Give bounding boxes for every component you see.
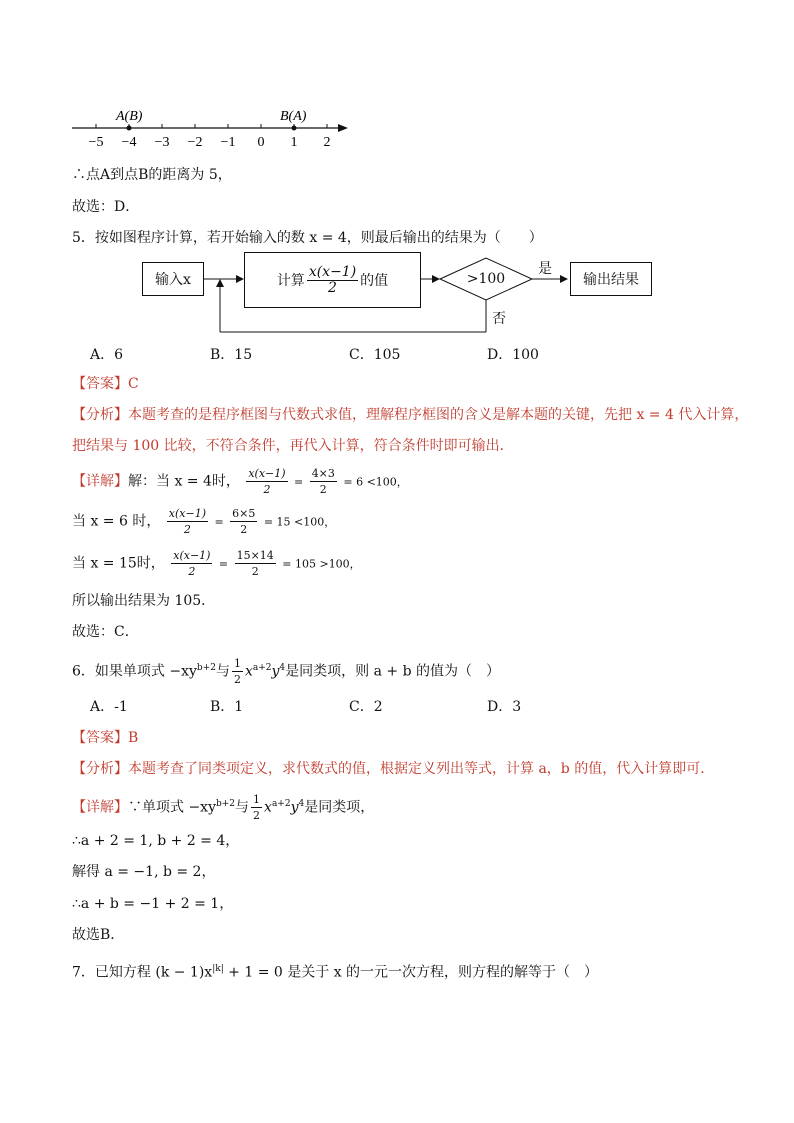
q6-line-2: 解得 a = −1, b = 2， — [72, 864, 216, 880]
q6-choice: 故选B． — [72, 927, 125, 943]
q5-detail-3-num: x(x−1) — [173, 549, 211, 562]
q6-detail-exp3: 4 — [298, 799, 305, 809]
flow-compute-box — [244, 252, 421, 308]
q6-detail-mid: 与 — [235, 799, 250, 816]
number-line-tick-label: −2 — [187, 135, 203, 150]
prev-choice: 故选：D． — [72, 199, 140, 215]
q5-detail-2: 当 x = 6 时， $\frac{x(x-1)}{2}$ = $\frac{6\times 5}{2}$ = 15 <100， — [72, 507, 336, 536]
q5-detail-3-num-b: 15×14 — [236, 549, 274, 562]
q5-detail-3: 当 x = 15时， $\frac{x(x-1)}{2}$ = $\frac{15\times 14}{2}$ = 105 >100， — [72, 549, 361, 578]
q5-conclusion: 所以输出结果为 105． — [72, 593, 216, 609]
number-line-tick-label: 2 — [323, 135, 331, 150]
q5-detail-2-frac — [167, 506, 208, 537]
number-line-tick-label: −3 — [154, 135, 170, 150]
q6-stem-exp3: 4 — [279, 663, 286, 673]
q5-detail-2-den: 2 — [183, 523, 191, 536]
q5-detail-2-frac-b — [230, 506, 257, 537]
q6-option-a: A．-1 — [90, 699, 128, 715]
q5-detail-2-num-b: 6×5 — [232, 507, 256, 520]
flow-compute-post: 的值 — [360, 273, 389, 289]
q5-option-c: C．105 — [349, 347, 401, 363]
q6-stem-mid: 与 — [215, 663, 230, 680]
q6-detail-half-num: 1 — [253, 793, 261, 807]
q6-option-b: B．1 — [210, 699, 244, 715]
q5-answer-value: C — [128, 376, 139, 392]
q6-line-3: ∴a + b = −1 + 2 = 1， — [72, 896, 234, 912]
flow-condition: >100 — [466, 271, 506, 287]
q5-detail-1-den-b: 2 — [319, 483, 327, 496]
q5-detail-tag: 【详解】 — [72, 473, 128, 490]
q6-stem-exp1: b+2 — [196, 663, 216, 673]
q6-answer — [72, 729, 138, 747]
q6-stem-x: x — [244, 663, 253, 680]
q6-stem-half-den: 2 — [233, 673, 241, 687]
flow-compute-den: 2 — [328, 279, 337, 296]
q5-detail-1-num-b: 4×3 — [311, 467, 335, 480]
q5-detail-1-den: 2 — [263, 483, 271, 496]
q5-detail-3-frac-b — [235, 548, 276, 579]
q5-choice: 故选：C． — [72, 624, 139, 640]
number-line-tick-label: 1 — [290, 135, 298, 150]
q5-detail-1-num: x(x−1) — [248, 467, 286, 480]
q5-option-b: B．15 — [210, 347, 253, 363]
q5-detail-1-result: = 6 <100， — [343, 475, 408, 489]
q6-stem-y: y — [271, 663, 280, 680]
q5-detail-3-den-b: 2 — [251, 565, 259, 578]
q6-detail-half — [251, 792, 262, 823]
q6-stem-half — [232, 656, 243, 687]
q5-detail-3-frac — [171, 548, 212, 579]
q5-detail-2-num: x(x−1) — [168, 507, 207, 520]
q5-analysis-2: 把结果与 100 比较，不符合条件，再代入计算，符合条件时即可输出． — [72, 438, 514, 454]
number-line-tick-label: −5 — [88, 135, 104, 150]
q6-option-c: C．2 — [349, 699, 383, 715]
q5-detail-2-result: = 15 <100， — [263, 515, 336, 529]
q5-stem: 5．按如图程序计算，若开始输入的数 x = 4，则最后输出的结果为（ ） — [72, 230, 543, 246]
flow-yes-label: 是 — [538, 261, 552, 277]
point-label-right: B(A) — [280, 109, 307, 124]
q6-detail-post: 是同类项， — [304, 799, 375, 816]
q5-detail-1: 【详解】解：当 x = 4时， $\frac{x(x-1)}{2}$ = $\frac{4\times 3}{2}$ = 6 <100， — [72, 467, 408, 496]
flowchart — [140, 252, 660, 336]
q7-stem-exp: |k| — [212, 964, 224, 974]
point-label-left: A(B) — [116, 109, 143, 124]
q5-option-a: A．6 — [90, 347, 124, 363]
q5-detail-1-pre: 解：当 x = 4时， — [128, 473, 240, 490]
q5-analysis-tag: 【分析】 — [72, 407, 128, 423]
q6-stem-half-num: 1 — [233, 657, 241, 671]
q5-detail-2-den-b: 2 — [240, 523, 248, 536]
q6-detail-pre: ∵单项式 −xy — [128, 799, 216, 816]
q5-detail-2-pre: 当 x = 6 时， — [72, 513, 161, 530]
q6-stem-post: 是同类项，则 a + b 的值为（ ） — [285, 663, 500, 680]
q5-answer — [72, 375, 139, 393]
flow-output-box — [570, 262, 652, 296]
q6-detail-y: y — [290, 799, 299, 816]
q6-detail-tag: 【详解】 — [72, 799, 128, 816]
q5-detail-3-result: = 105 >100， — [282, 557, 361, 571]
q6-detail — [72, 788, 374, 824]
flow-input-label: 输入x — [155, 272, 191, 288]
q5-detail-3-pre: 当 x = 15时， — [72, 555, 165, 572]
number-line-tick-label: −1 — [220, 135, 236, 150]
q6-answer-value: B — [128, 730, 139, 746]
q5-detail-1-frac — [246, 466, 287, 497]
distance-line: ∴点A到点B的距离为 5， — [72, 167, 232, 183]
q6-stem-pre: 6．如果单项式 −xy — [72, 663, 197, 680]
number-line — [66, 100, 356, 152]
q5-analysis-text-1: 本题考查的是程序框图与代数式求值，理解程序框图的含义是解本题的关键，先把 x = 4 代入计算， — [128, 407, 749, 423]
q6-detail-exp1: b+2 — [216, 799, 236, 809]
flow-output-label: 输出结果 — [583, 272, 639, 288]
q5-detail-3-den: 2 — [188, 565, 196, 578]
q6-answer-tag: 【答案】 — [72, 730, 128, 746]
q6-analysis-text: 本题考查了同类项定义，求代数式的值，根据定义列出等式，计算 a，b 的值，代入计算即可． — [128, 761, 715, 777]
q6-option-d: D．3 — [487, 699, 522, 715]
q6-line-1: ∴a + 2 = 1, b + 2 = 4， — [72, 833, 240, 849]
q7-stem-post: + 1 = 0 是关于 x 的一元一次方程，则方程的解等于（ ） — [223, 964, 599, 981]
q5-option-d: D．100 — [487, 347, 539, 363]
flow-input-box — [142, 262, 204, 296]
q6-detail-exp2: a+2 — [271, 799, 291, 809]
q7-stem-pre: 7．已知方程 (k − 1)x — [72, 964, 213, 981]
q6-analysis — [72, 760, 714, 778]
flow-compute-fraction — [307, 265, 358, 296]
number-line-tick-label: 0 — [257, 135, 265, 150]
q5-answer-tag: 【答案】 — [72, 376, 128, 392]
q6-stem — [72, 652, 500, 688]
q7-stem — [72, 960, 598, 982]
q6-stem-exp2: a+2 — [252, 663, 272, 673]
q5-detail-1-frac-b — [310, 466, 337, 497]
q5-analysis-1 — [72, 406, 748, 424]
q6-detail-x: x — [264, 799, 272, 816]
flow-compute-pre: 计算 — [276, 273, 305, 289]
q6-analysis-tag: 【分析】 — [72, 761, 128, 777]
flow-compute-num: x(x−1) — [308, 263, 357, 280]
number-line-tick-label: −4 — [121, 135, 137, 150]
q6-detail-half-den: 2 — [253, 809, 261, 823]
flow-no-label: 否 — [492, 311, 506, 327]
